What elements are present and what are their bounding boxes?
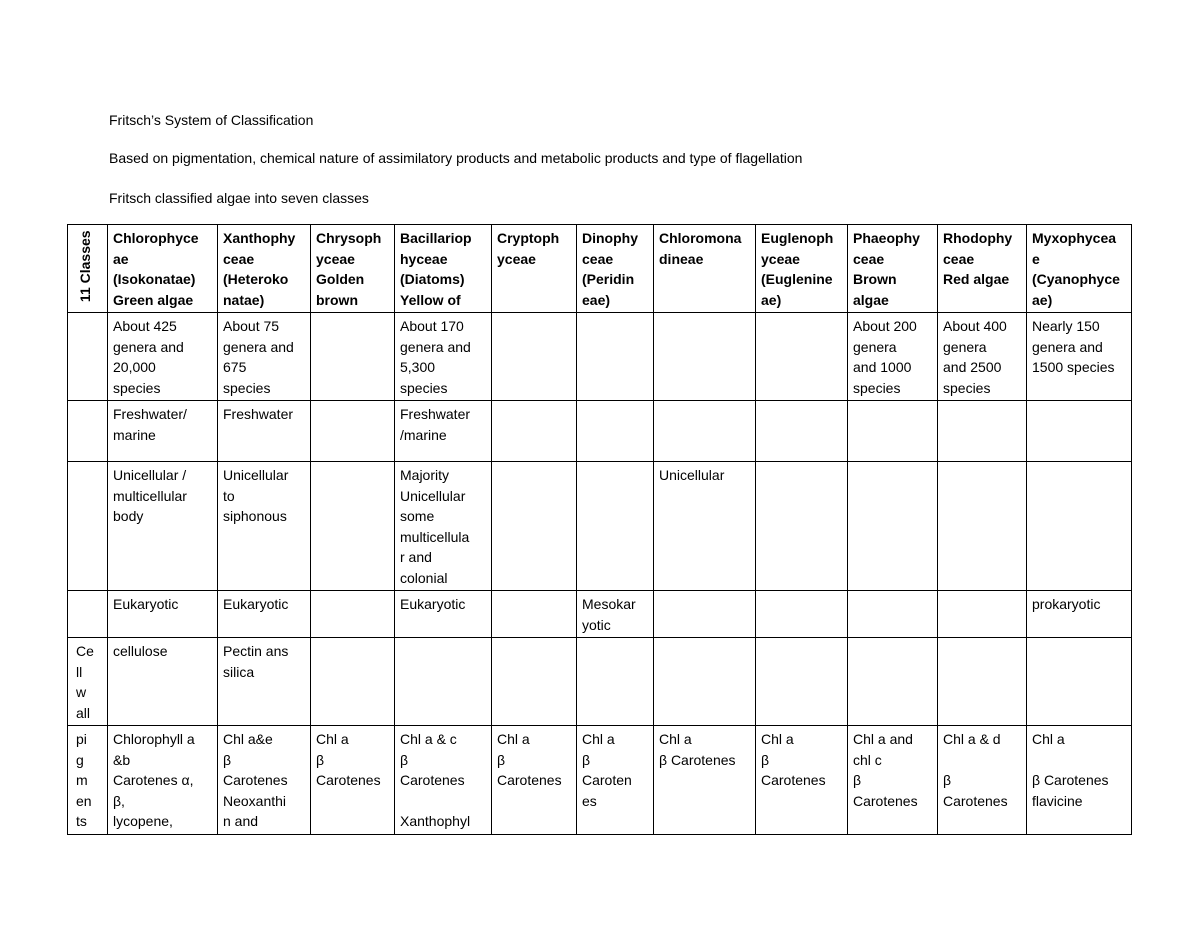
table-cell [218, 726, 311, 835]
table-cell [218, 591, 311, 638]
table-cell-text: About 170 genera and 5,300 species [400, 318, 471, 396]
table-cell [848, 313, 938, 401]
class-header-text: Chrysoph yceae Golden brown [316, 230, 382, 308]
table-cell-text: prokaryotic [1032, 596, 1101, 612]
table-cell [848, 462, 938, 591]
class-header [938, 225, 1027, 313]
table-cell [218, 313, 311, 401]
table-row [68, 638, 1132, 726]
classes-count-label: 11 Classes [76, 230, 93, 303]
class-header [756, 225, 848, 313]
table-cell [1027, 462, 1132, 591]
table-cell [492, 462, 577, 591]
table-cell [218, 638, 311, 726]
table-cell [1027, 638, 1132, 726]
table-cell [848, 401, 938, 462]
class-header-text: Bacillariop hyceae (Diatoms) Yellow of [400, 230, 472, 308]
table-cell [756, 462, 848, 591]
table-cell-text: Unicellular [659, 467, 725, 483]
class-header [395, 225, 492, 313]
table-cell [492, 638, 577, 726]
row-label [68, 401, 108, 462]
table-cell [108, 638, 218, 726]
table-row [68, 401, 1132, 462]
class-header [311, 225, 395, 313]
row-label [68, 462, 108, 591]
row-label [68, 726, 108, 835]
table-cell [848, 591, 938, 638]
table-cell [311, 726, 395, 835]
table-cell-text: Chl a β Carotenes [497, 731, 562, 788]
table-cell-text: Freshwater [223, 406, 294, 422]
class-header-text: Chloromona dineae [659, 230, 742, 267]
table-cell-text: Chlorophyll a &b Carotenes α, β, lycopene, [113, 731, 195, 829]
table-cell [395, 591, 492, 638]
table-cell-text: About 400 genera and 2500 species [943, 318, 1007, 396]
document-title: Fritsch’s System of Classification [109, 112, 314, 128]
table-cell [848, 638, 938, 726]
table-cell [311, 462, 395, 591]
table-cell [938, 638, 1027, 726]
table-cell [654, 591, 756, 638]
table-cell-text: Nearly 150 genera and 1500 species [1032, 318, 1115, 375]
row-label-text: pi g m en ts [76, 731, 92, 829]
table-cell [577, 313, 654, 401]
table-row [68, 462, 1132, 591]
table-cell-text: Unicellular / multicellular body [113, 467, 187, 524]
table-cell [218, 462, 311, 591]
table-cell [492, 726, 577, 835]
table-cell-text: Majority Unicellular some multicellula r and colonial [400, 467, 470, 586]
table-cell [756, 726, 848, 835]
table-cell [577, 638, 654, 726]
table-cell [938, 591, 1027, 638]
table-cell-text: About 425 genera and 20,000 species [113, 318, 184, 396]
class-header-text: Phaeophy ceae Brown algae [853, 230, 920, 308]
table-row [68, 726, 1132, 835]
table-cell [492, 313, 577, 401]
table-cell [1027, 726, 1132, 835]
table-cell-text: Chl a & c β Carotenes Xanthophyl [400, 731, 471, 829]
table-cell [938, 726, 1027, 835]
table-cell-text: Chl a β Carotenes [761, 731, 826, 788]
table-cell [577, 726, 654, 835]
table-cell [756, 638, 848, 726]
table-cell-text: About 200 genera and 1000 species [853, 318, 917, 396]
table-cell [108, 462, 218, 591]
table-cell-text: About 75 genera and 675 species [223, 318, 294, 396]
table-cell [108, 401, 218, 462]
table-cell-text: Chl a β Carotenes [659, 731, 736, 768]
corner-cell [68, 225, 108, 313]
table-cell [938, 401, 1027, 462]
table-cell [1027, 313, 1132, 401]
table-cell [577, 401, 654, 462]
table-cell-text: Pectin ans silica [223, 643, 289, 680]
table-cell [311, 638, 395, 726]
table-cell [1027, 401, 1132, 462]
table-cell-text: cellulose [113, 643, 168, 659]
table-cell-text: Chl a β Carotenes flavicine [1032, 731, 1109, 809]
table-cell [654, 638, 756, 726]
table-row [68, 591, 1132, 638]
table-cell-text: Freshwater/ marine [113, 406, 187, 443]
class-header-text: Euglenoph yceae (Euglenine ae) [761, 230, 834, 308]
table-cell [654, 726, 756, 835]
class-header-text: Myxophycea e (Cyanophyce ae) [1032, 230, 1120, 308]
class-header-text: Xanthophy ceae (Heteroko natae) [223, 230, 296, 308]
table-cell [938, 313, 1027, 401]
intro-text: Fritsch classified algae into seven classes [109, 190, 369, 206]
table-cell [654, 462, 756, 591]
table-cell [492, 591, 577, 638]
class-header [108, 225, 218, 313]
table-cell [108, 591, 218, 638]
table-cell-text: Freshwater /marine [400, 406, 471, 443]
table-cell [1027, 591, 1132, 638]
classification-table [67, 224, 1132, 835]
class-header [492, 225, 577, 313]
row-label-text: Ce ll w all [76, 643, 94, 721]
table-cell-text: Chl a & d β Carotenes [943, 731, 1008, 809]
table-cell-text: Chl a&e β Carotenes Neoxanthi n and [223, 731, 288, 829]
table-cell [395, 462, 492, 591]
table-cell-text: Mesokar yotic [582, 596, 636, 633]
table-cell [395, 401, 492, 462]
table-cell [756, 401, 848, 462]
table-cell [395, 313, 492, 401]
table-cell [311, 591, 395, 638]
table-cell [577, 591, 654, 638]
table-cell [492, 401, 577, 462]
class-header [577, 225, 654, 313]
table-row [68, 313, 1132, 401]
table-cell [108, 726, 218, 835]
table-cell [756, 313, 848, 401]
table-cell-text: Chl a and chl c β Carotenes [853, 731, 918, 809]
table-cell [311, 401, 395, 462]
class-header [218, 225, 311, 313]
table-cell [848, 726, 938, 835]
row-label [68, 638, 108, 726]
table-cell [108, 313, 218, 401]
table-cell-text: Eukaryotic [113, 596, 179, 612]
class-header-text: Dinophy ceae (Peridin eae) [582, 230, 638, 308]
class-header [654, 225, 756, 313]
header-row [68, 225, 1132, 313]
table-cell-text: Chl a β Caroten es [582, 731, 632, 809]
table-cell-text: Eukaryotic [400, 596, 466, 612]
class-header-text: Chlorophyce ae (Isokonatae) Green algae [113, 230, 199, 308]
table-cell-text: Unicellular to siphonous [223, 467, 289, 524]
table-cell [938, 462, 1027, 591]
table-cell [395, 726, 492, 835]
class-header-text: Cryptoph yceae [497, 230, 560, 267]
class-header [848, 225, 938, 313]
row-label [68, 313, 108, 401]
table-cell-text: Chl a β Carotenes [316, 731, 381, 788]
table-cell-text: Eukaryotic [223, 596, 289, 612]
classification-basis: Based on pigmentation, chemical nature of assimilatory products and metabolic products and type of flagellation [109, 150, 803, 166]
table-cell [395, 638, 492, 726]
table-cell [311, 313, 395, 401]
row-label [68, 591, 108, 638]
class-header [1027, 225, 1132, 313]
class-header-text: Rhodophy ceae Red algae [943, 230, 1013, 287]
table-cell [654, 313, 756, 401]
table-cell [577, 462, 654, 591]
table-cell [756, 591, 848, 638]
table-cell [218, 401, 311, 462]
table-cell [654, 401, 756, 462]
